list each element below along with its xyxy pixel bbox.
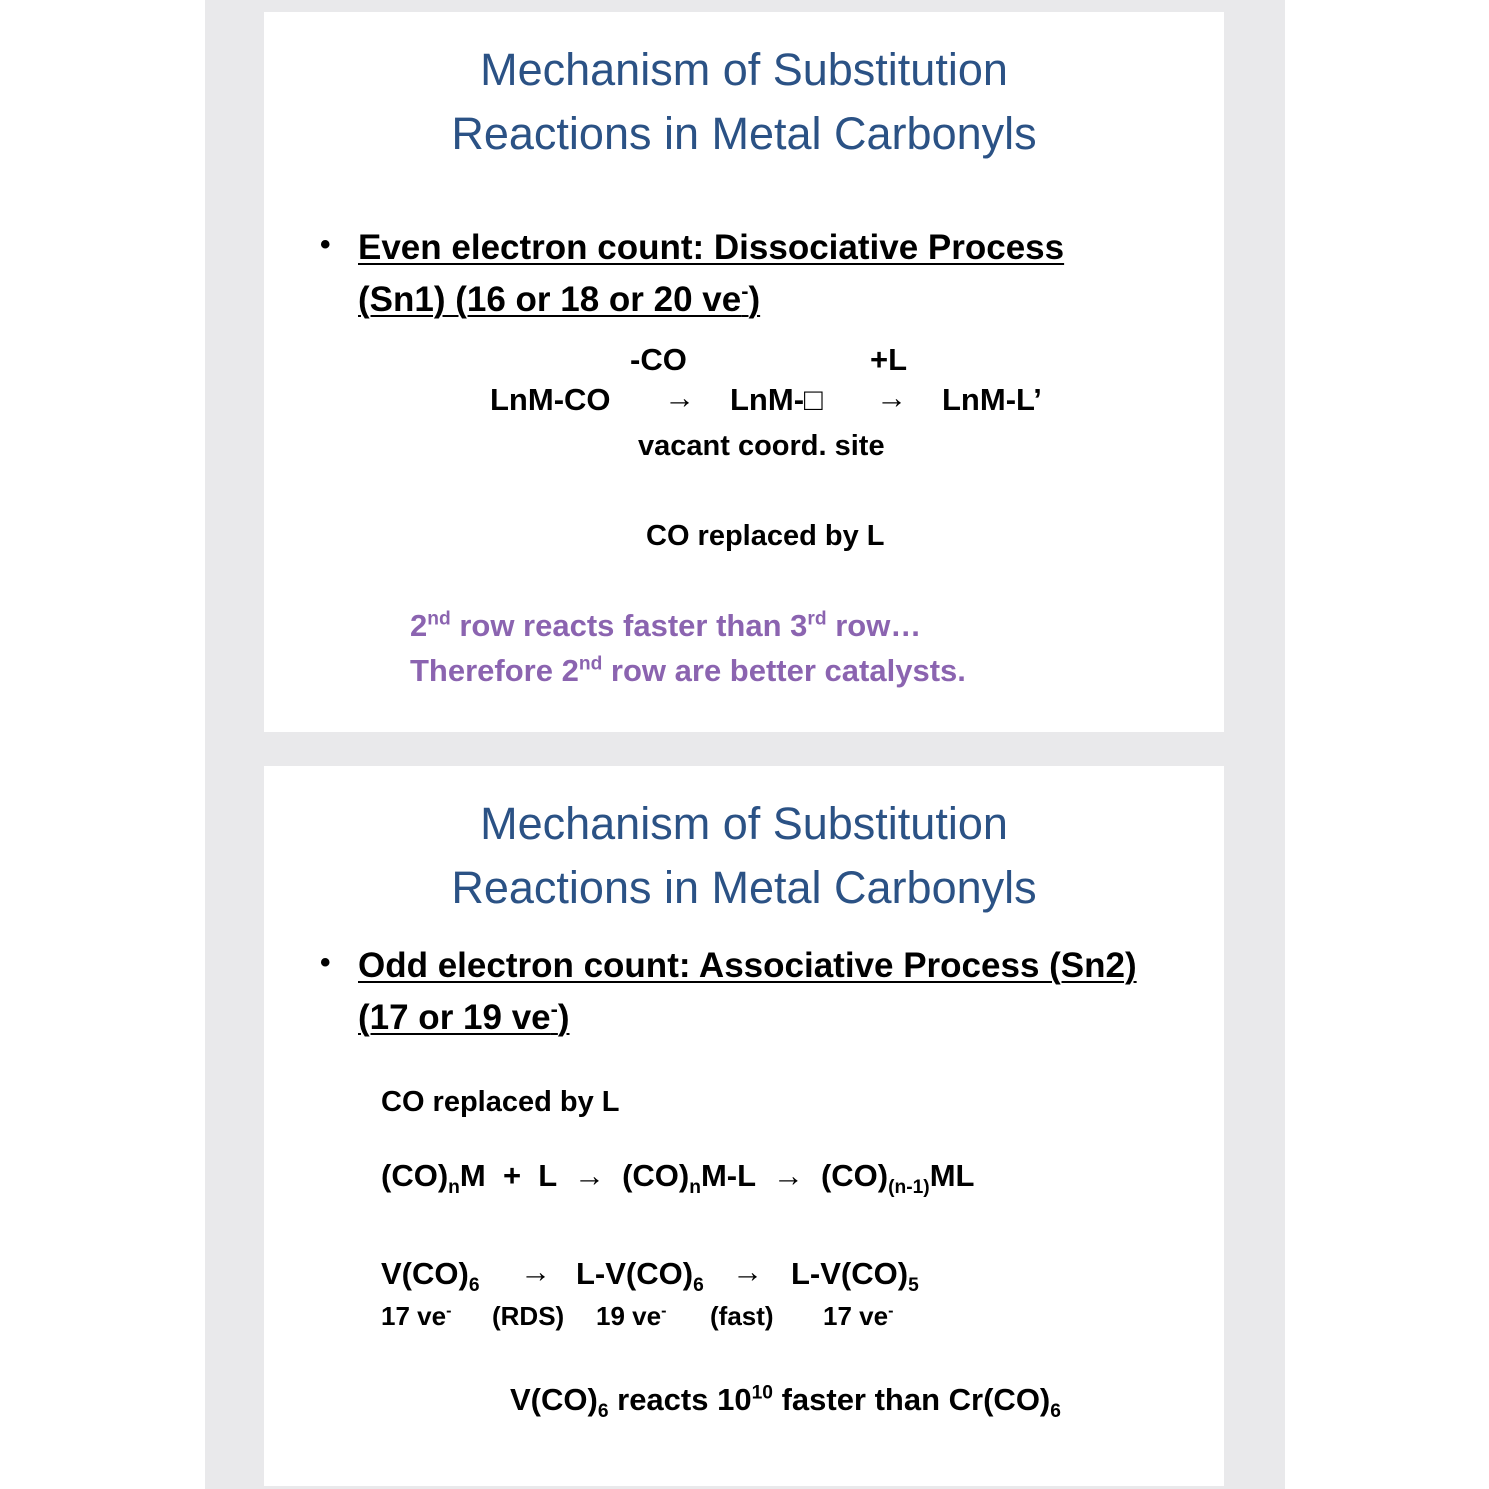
bullet-icon: • <box>320 946 331 979</box>
arrow-icon: → <box>732 1254 763 1289</box>
intermediate-lnm-vacant: LnM-□ <box>730 382 823 417</box>
co-replaced-note: CO replaced by L <box>381 1086 620 1118</box>
slide-2-title-line-2: Reactions in Metal Carbonyls <box>451 862 1037 913</box>
v-co-6: $V(CO)_6$ <box>381 1256 480 1297</box>
slide-1-title-line-1: Mechanism of Substitution <box>480 44 1008 95</box>
label-17-ve-product: 17 ve- <box>823 1301 894 1331</box>
arrow-icon: → <box>520 1254 551 1289</box>
label-plus-l: +L <box>870 342 908 377</box>
slide-2-bullet-line-1: Odd electron count: Associative Process (Sn2) <box>358 946 1137 985</box>
arrow-icon: → <box>573 1158 605 1193</box>
label-minus-co: -CO <box>630 342 687 377</box>
vacant-site-label: vacant coord. site <box>638 430 885 462</box>
co-replaced-note: CO replaced by L <box>646 520 885 552</box>
purple-note-line-2: Therefore 2nd row are better catalysts. <box>410 653 966 688</box>
arrow-icon: → <box>772 1158 804 1193</box>
slide-1-bullet-line-1: Even electron count: Dissociative Process <box>358 228 1065 267</box>
slide-1-title-line-2: Reactions in Metal Carbonyls <box>451 108 1037 159</box>
label-17-ve: 17 ve- <box>381 1301 452 1331</box>
l-v-co-6: $L-V(CO)_6$ <box>576 1256 704 1297</box>
arrow-icon: → <box>876 380 907 415</box>
slide-1-bullet-line-2: (Sn1) (16 or 18 or 20 ve-) <box>358 278 761 319</box>
l-v-co-5: $L-V(CO)_5$ <box>791 1256 919 1297</box>
label-fast: (fast) <box>710 1301 774 1331</box>
rate-comparison-note: $V(CO)_6$ reacts $10^{10}$ faster than $Cr(CO)_6$ <box>510 1382 1061 1423</box>
slide-2 <box>264 766 1224 1486</box>
product-lnm-l: LnM-L’ <box>942 382 1042 417</box>
arrow-icon: → <box>664 380 695 415</box>
purple-note-line-1: 2nd row reacts faster than 3rd row… <box>410 608 922 643</box>
label-19-ve: 19 ve- <box>596 1301 667 1331</box>
slide-2-bullet-line-2: (17 or 19 ve-) <box>358 996 570 1037</box>
label-rds: (RDS) <box>492 1301 565 1331</box>
bullet-icon: • <box>320 228 331 261</box>
slide-2-title-line-1: Mechanism of Substitution <box>480 798 1008 849</box>
general-substitution-equation: $(CO)_nM + L \to (CO)_nM-L \to (CO)_{(n-1)}ML$ <box>381 1158 975 1199</box>
slide-1 <box>264 12 1224 732</box>
reactant-lnm-co: LnM-CO <box>490 382 611 417</box>
